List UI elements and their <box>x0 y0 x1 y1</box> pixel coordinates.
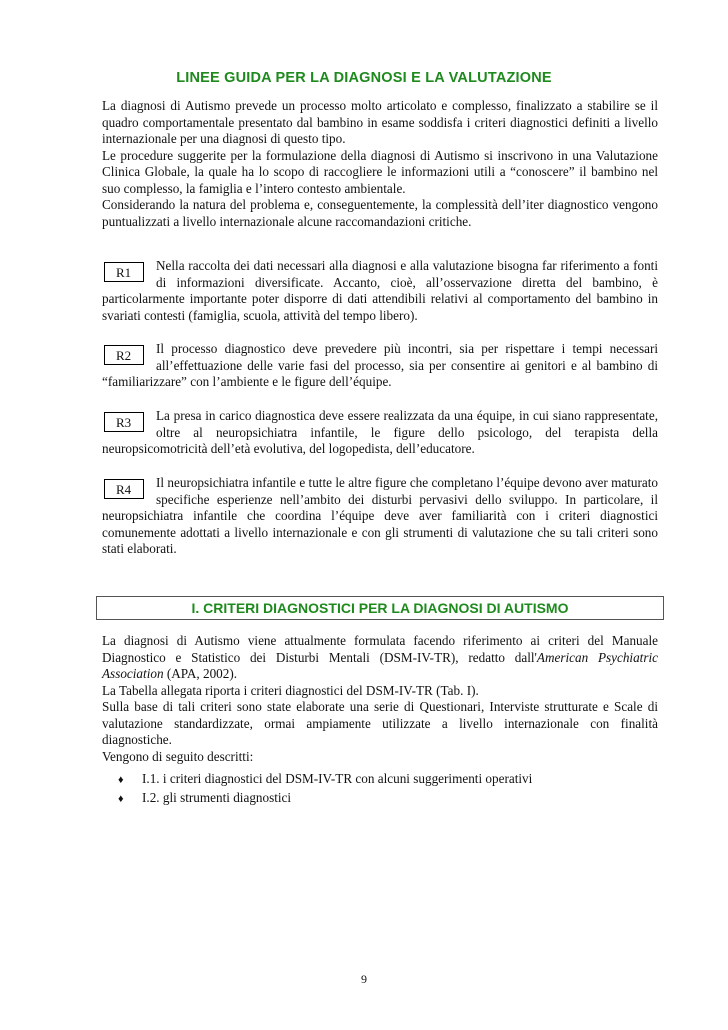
section-title: I. CRITERI DIAGNOSTICI PER LA DIAGNOSI DI AUTISMO <box>191 600 569 616</box>
recommendation-r1 <box>102 258 658 324</box>
section-text-3: Sulla base di tali criteri sono state elaborate una serie di Questionari, Interviste strutturate e Scale di valutazione standardizzate, ormai ampiamente utilizzate a livello internazionale con finalità diagnostiche. <box>102 699 658 747</box>
recommendation-label: R1 <box>104 262 144 282</box>
recommendation-text: Il processo diagnostico deve prevedere più incontri, sia per rispettare i tempi necessari all’effettuazione delle varie fasi del processo, sia per consentire ai genitori e al bambino di “familiarizzare” con l’ambiente e le figure dell’équipe. <box>102 341 658 389</box>
section-text-italic: American Psychiatric Association <box>102 649 658 681</box>
section-text-1: La diagnosi di Autismo viene attualmente formulata facendo riferimento ai criteri del Manuale Diagnostico e Statistico dei Disturbi Mentali (DSM-IV-TR), redatto dall' <box>102 633 658 665</box>
list-item <box>118 770 658 789</box>
recommendation-r2 <box>102 341 658 391</box>
intro-text-1: La diagnosi di Autismo prevede un processo molto articolato e complesso, finalizzato a stabilire se il quadro comportamentale presentato dal bambino in esame soddisfa i criteri diagnostici definiti a livello internazionale per una diagnosi di questo tipo. <box>102 98 658 146</box>
diamond-bullet-icon: ♦ <box>118 774 124 786</box>
section-paragraph <box>102 633 658 765</box>
page-number: 9 <box>361 972 367 986</box>
section-heading-box <box>96 596 664 620</box>
recommendation-text: Il neuropsichiatra infantile e tutte le altre figure che completano l’équipe devono aver maturato specifiche esperienze nell’ambito dei disturbi pervasivi dello sviluppo. In particolare, il neuropsichiatra infantile che coordina l’équipe deve aver familiarità con i criteri diagnostici comunemente adottati a livello internazionale e con gli strumenti di valutazione che su tali criteri sono stati elaborati. <box>102 475 658 556</box>
list-item-text: I.2. gli strumenti diagnostici <box>142 790 292 805</box>
recommendation-text: La presa in carico diagnostica deve essere realizzata da una équipe, in cui siano rappresentate, oltre al neuropsichiatra infantile, le figure dello psicologo, del terapista della neuropsicomotricità dell’età evolutiva, del logopedista, dell’educatore. <box>102 408 658 456</box>
list-item-text: I.1. i criteri diagnostici del DSM-IV-TR con alcuni suggerimenti operativi <box>142 771 533 786</box>
bullet-list <box>118 770 658 808</box>
section-text-4: Vengono di seguito descritti: <box>102 748 254 764</box>
recommendation-label: R4 <box>104 479 144 499</box>
intro-text-2: Le procedure suggerite per la formulazione della diagnosi di Autismo si inscrivono in una Valutazione Clinica Globale, la quale ha lo scopo di raccogliere le informazioni utili a “conoscere” il bambino nel suo complesso, la famiglia e l’intero contesto ambientale. <box>102 147 658 196</box>
list-item <box>118 789 658 808</box>
recommendation-label: R2 <box>104 345 144 365</box>
recommendation-r3 <box>102 408 658 458</box>
section-text-2: La Tabella allegata riporta i criteri diagnostici del DSM-IV-TR (Tab. I). <box>102 682 479 698</box>
page-title: LINEE GUIDA PER LA DIAGNOSI E LA VALUTAZIONE <box>176 70 552 86</box>
recommendation-r4 <box>102 475 658 558</box>
recommendation-label: R3 <box>104 412 144 432</box>
intro-text-3: Considerando la natura del problema e, conseguentemente, la complessità dell’iter diagnostico vengono puntualizzati a livello internazionale alcune raccomandazioni critiche. <box>102 197 658 229</box>
diamond-bullet-icon: ♦ <box>118 793 124 805</box>
recommendation-text: Nella raccolta dei dati necessari alla diagnosi e alla valutazione bisogna far riferimento a fonti di informazioni diversificate. Accanto, cioè, all’osservazione diretta del bambino, è particolarmente importante poter disporre di dati attendibili relativi al comportamento del bambino in svariati contesti (famiglia, scuola, attività del tempo libero). <box>102 258 658 323</box>
section-text-1-end: (APA, 2002). <box>163 666 238 681</box>
intro-paragraph <box>102 98 658 230</box>
